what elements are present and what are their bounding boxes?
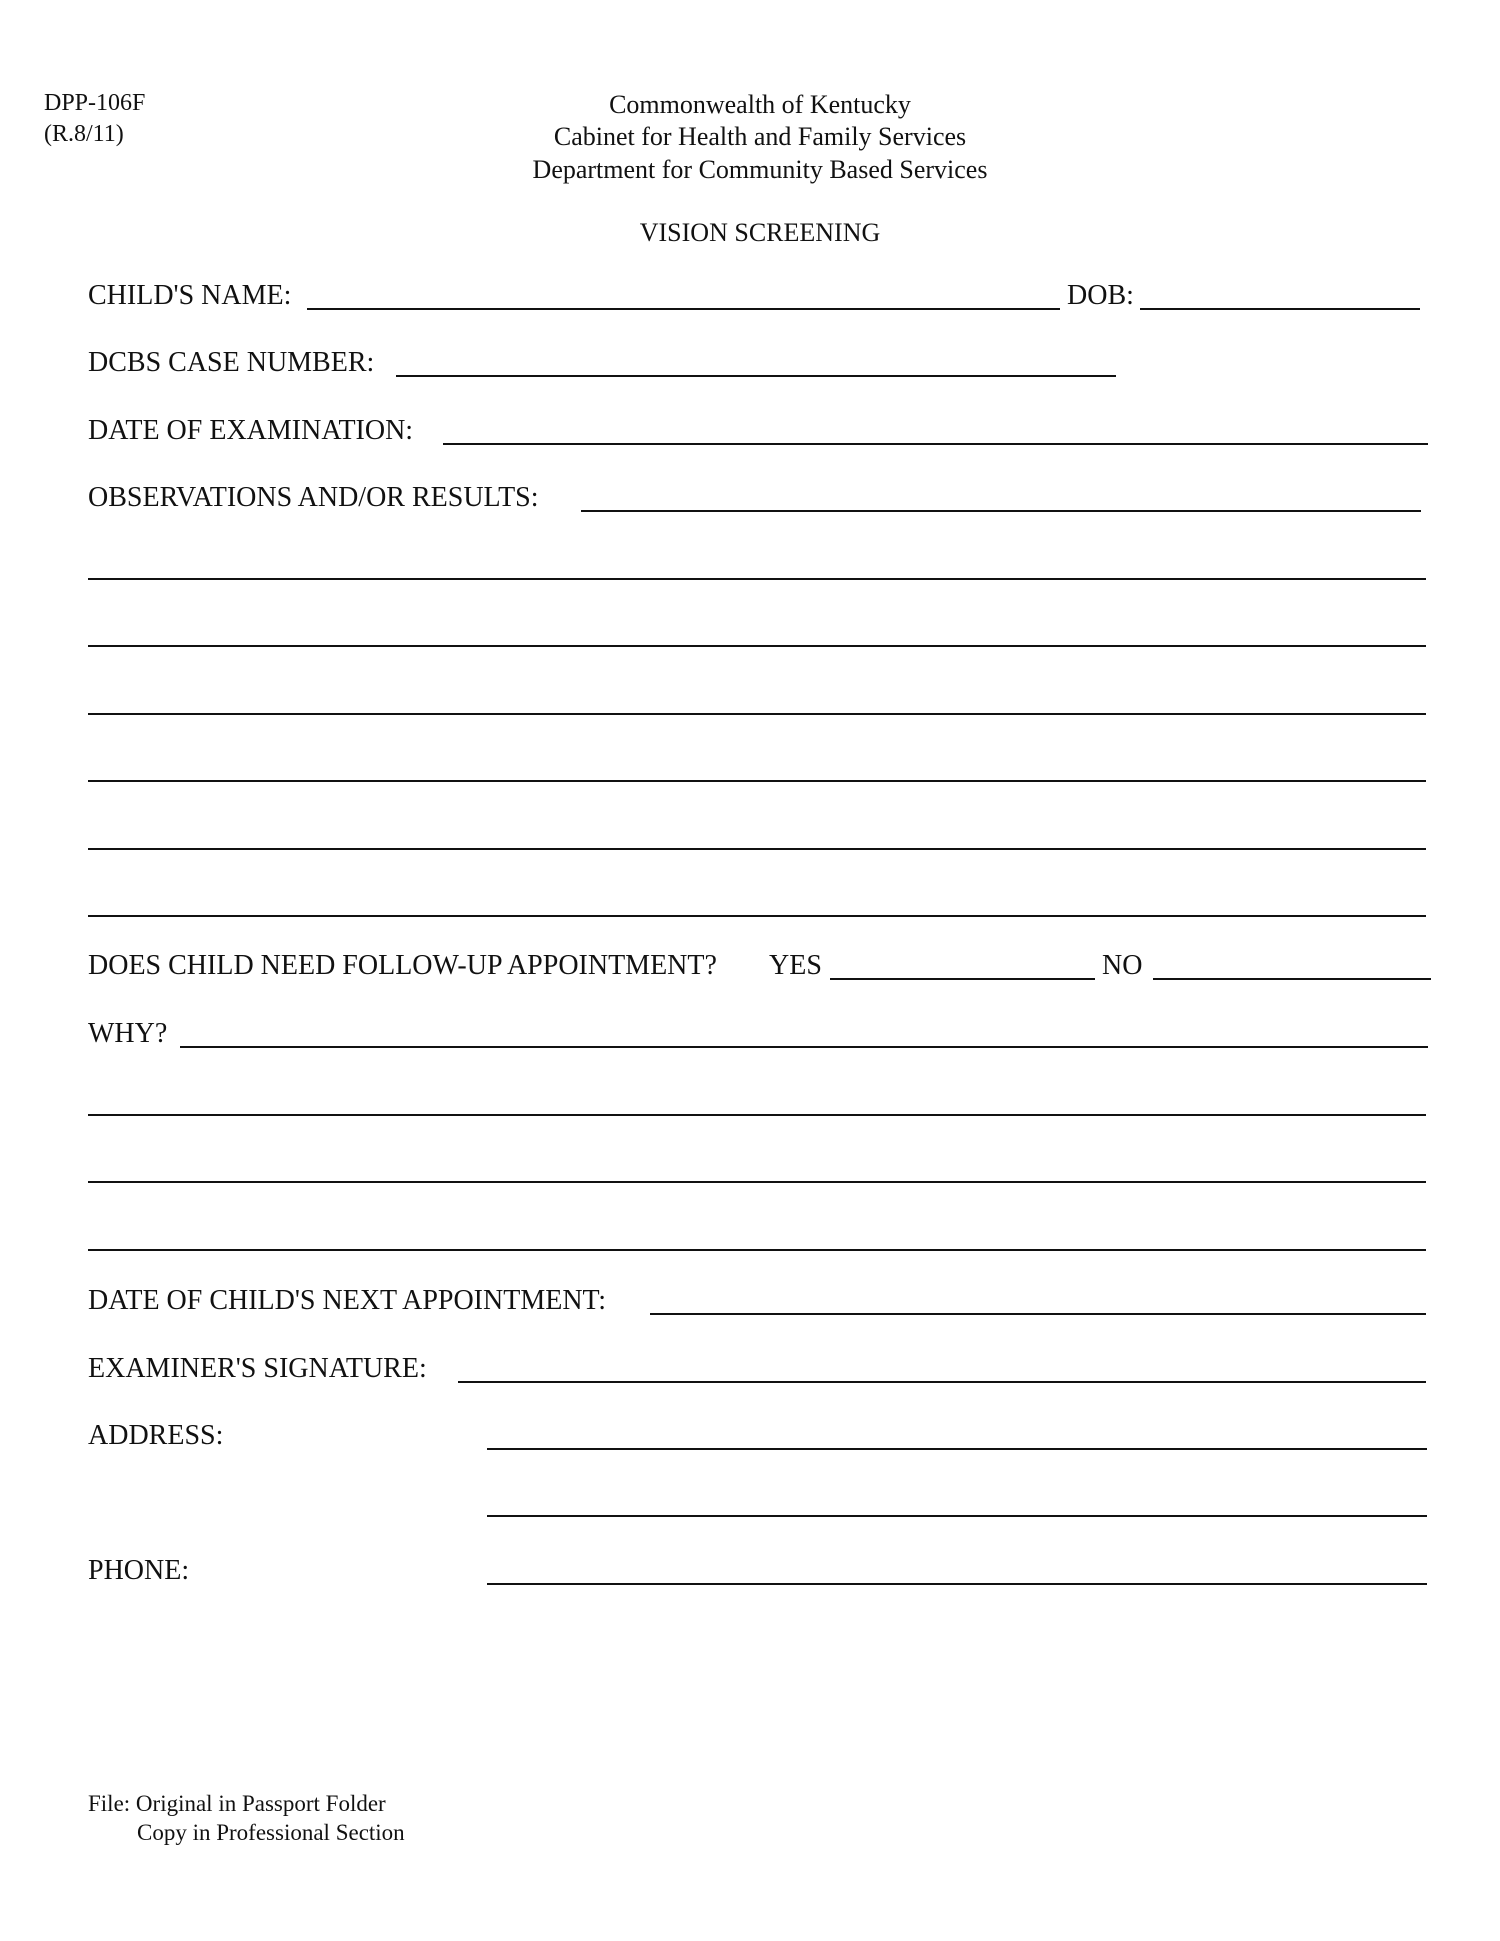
observations-line[interactable] [88,915,1426,917]
case-number-field[interactable] [396,375,1116,377]
follow-up-question: DOES CHILD NEED FOLLOW-UP APPOINTMENT? [88,950,717,981]
header-line-3: Department for Community Based Services [532,155,988,184]
form-id: DPP-106F [44,90,146,116]
why-line[interactable] [88,1181,1426,1183]
why-label: WHY? [88,1018,168,1049]
header-line-2: Cabinet for Health and Family Services [553,122,967,151]
observations-line[interactable] [88,578,1426,580]
signature-label: EXAMINER'S SIGNATURE: [88,1353,427,1384]
footer-file-line-2: Copy in Professional Section [137,1820,405,1845]
case-number-label: DCBS CASE NUMBER: [88,347,375,378]
child-name-field[interactable] [307,308,1060,310]
address-label: ADDRESS: [88,1420,224,1451]
why-line[interactable] [88,1114,1426,1116]
why-line[interactable] [88,1249,1426,1251]
observations-line[interactable] [88,848,1426,850]
observations-field[interactable] [581,510,1421,512]
form-revision: (R.8/11) [44,121,124,147]
next-appointment-field[interactable] [650,1313,1426,1315]
observations-line[interactable] [88,713,1426,715]
yes-field[interactable] [830,978,1095,980]
exam-date-label: DATE OF EXAMINATION: [88,415,414,446]
next-appointment-label: DATE OF CHILD'S NEXT APPOINTMENT: [88,1285,607,1316]
observations-line[interactable] [88,645,1426,647]
no-field[interactable] [1153,978,1431,980]
footer-file-line-1: File: Original in Passport Folder [88,1791,386,1816]
child-name-label: CHILD'S NAME: [88,280,292,311]
observations-label: OBSERVATIONS AND/OR RESULTS: [88,482,539,513]
page-title: VISION SCREENING [639,218,881,247]
signature-field[interactable] [458,1381,1426,1383]
phone-label: PHONE: [88,1555,190,1586]
no-label: NO [1102,950,1143,981]
dob-field[interactable] [1140,308,1420,310]
address-field[interactable] [487,1448,1427,1450]
why-field[interactable] [180,1046,1428,1048]
dob-label: DOB: [1067,280,1134,311]
address-field-line-2[interactable] [487,1515,1427,1517]
observations-line[interactable] [88,780,1426,782]
exam-date-field[interactable] [443,443,1428,445]
phone-field[interactable] [487,1583,1427,1585]
yes-label: YES [769,950,822,981]
header-line-1: Commonwealth of Kentucky [609,90,911,119]
